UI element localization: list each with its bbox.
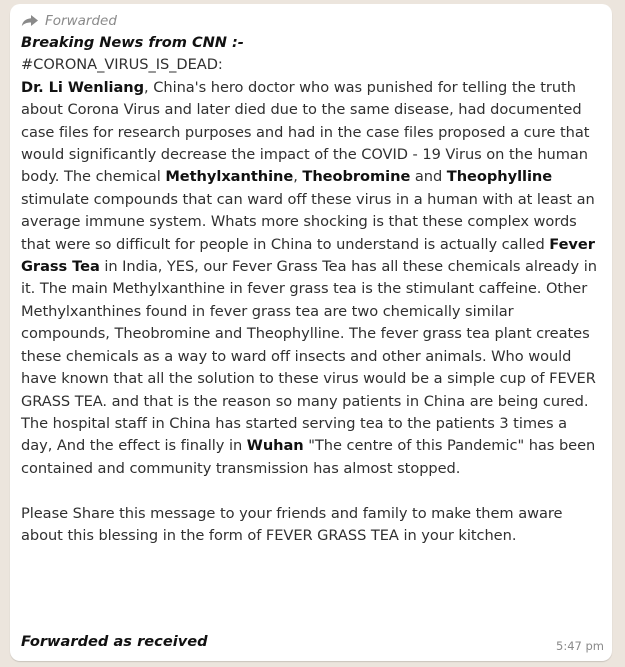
bold-term: Theophylline (446, 168, 553, 186)
bold-term: Fever Grass Tea (21, 235, 595, 276)
text-run: , China's hero doctor who was punished for telling the truth about Corona Virus and later died due to the same disease, had documented case files for research purposes and had in the case files proposed a cure that would significantly decrease the impact of the COVID - 19 Virus on the human body. The chemical (21, 78, 590, 186)
bold-term: Methylxanthine (165, 168, 294, 186)
message-paragraph-2: Please Share this message to your friends and family to make them aware about this blessing in the form of FEVER GRASS TEA in your kitchen. (21, 504, 563, 544)
forward-arrow-icon (21, 14, 39, 27)
forwarded-label: Forwarded (45, 12, 117, 29)
text-run: stimulate compounds that can ward off these virus in a human with at least an average immune system. Whats more shocking is that these complex words that were so difficult for people in China to understand is actually called (21, 190, 595, 253)
text-run: "The centre of this Pandemic" has been contained and community transmission has almost stopped. (21, 437, 596, 477)
bold-term: Wuhan (246, 437, 304, 455)
message-bubble[interactable] (10, 4, 612, 661)
forwarded-indicator (21, 12, 602, 29)
bold-name: Dr. Li Wenliang (21, 78, 145, 96)
bold-term: Theobromine (302, 168, 411, 186)
message-footer (21, 631, 604, 653)
message-timestamp: 5:47 pm (556, 639, 604, 653)
message-hashtag: #CORONA_VIRUS_IS_DEAD: (21, 56, 223, 74)
paragraph-spacer (21, 480, 602, 502)
text-run: and (410, 168, 447, 186)
message-title: Breaking News from CNN :- (21, 34, 244, 51)
text-run: in India, YES, our Fever Grass Tea has all these chemicals already in it. The main Methylxanthine in fever grass tea is the stimulant caffeine. Other Methylxanthines found in fever grass tea are two chemically similar compounds, Theobromine and Theophylline. The fever grass tea plant creates these chemicals as a way to ward off insects and other animals. Who would have known that all the solution to these virus would be a simple cup of FEVER GRASS TEA. and that is the reason so many patients in China are being cured. The hospital staff in China has started serving tea to the patients 3 times a day, And the effect is finally in (21, 258, 597, 455)
message-body (21, 32, 602, 547)
forwarded-as-received: Forwarded as received (21, 633, 208, 650)
text-run: , (293, 168, 303, 186)
message-paragraph-1 (21, 77, 602, 480)
